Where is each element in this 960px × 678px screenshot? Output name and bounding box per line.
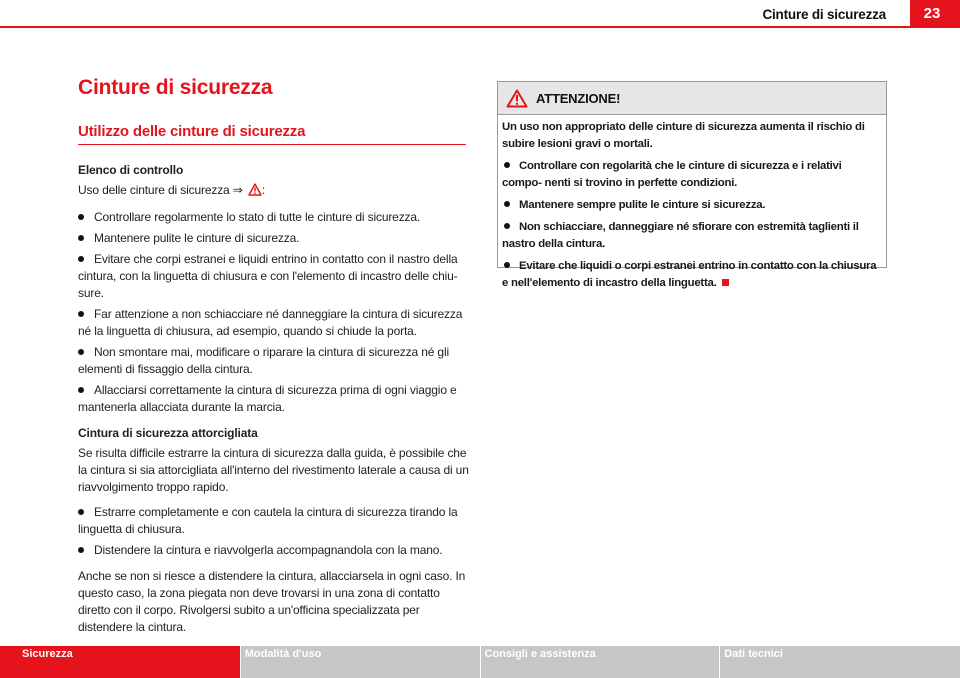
page-number: 23 <box>910 0 960 27</box>
footer-nav <box>0 646 960 678</box>
warning-triangle-icon[interactable] <box>248 183 262 196</box>
list-item: Allacciarsi correttamente la cintura di sicurezza prima di ogni viaggio e mantenerla allacciata durante la marcia. <box>78 383 457 414</box>
bullet-icon <box>78 509 84 515</box>
checklist-title: Elenco di controllo <box>78 163 184 177</box>
warning-triangle-icon <box>506 89 528 108</box>
bullet-icon <box>78 547 84 553</box>
list-item: Estrarre completamente e con cautela la cintura di sicurezza tirando la linguetta di chiusura. <box>78 505 458 536</box>
list-item: Mantenere sempre pulite le cinture si sicurezza. <box>502 197 878 214</box>
bullet-icon <box>78 256 84 262</box>
bullet-icon <box>78 214 84 220</box>
warning-intro: Un uso non appropriato delle cinture di sicurezza aumenta il rischio di subire lesioni gravi o mortali. <box>502 121 865 150</box>
body-text-column <box>78 158 470 642</box>
paragraph: Se risulta difficile estrarre la cintura di sicurezza dalla guida, è possibile che la cintura si sia attorcigliata all'interno del rivestimento laterale a causa di un riavvolgimento troppo rapido. <box>78 446 469 494</box>
list-item: Controllare con regolarità che le cinture di sicurezza e i relativi compo- nenti si trovino in perfette condizioni. <box>502 160 842 189</box>
warning-box <box>497 81 887 289</box>
list-item: Distendere la cintura e riavvolgerla accompagnandola con la mano. <box>78 542 470 559</box>
bullet-icon <box>504 262 510 268</box>
paragraph: Anche se non si riesce a distendere la cintura, allacciarsela in ogni caso. In questo caso, la zona piegata non deve trovarsi in una zona di contatto diretto con il corpo. Rivolgersi subito a un'officina specializzata per distendere la cintura. <box>78 569 466 634</box>
subsection-title: Cintura di sicurezza attorcigliata <box>78 426 258 440</box>
tab-dati-tecnici[interactable]: Dati tecnici <box>720 646 960 678</box>
bullet-icon <box>78 349 84 355</box>
warning-box-header <box>498 82 886 115</box>
bullet-icon <box>78 387 84 393</box>
list-item: Controllare regolarmente lo stato di tutte le cinture di sicurezza. <box>78 209 470 226</box>
bullet-icon <box>504 223 510 229</box>
end-of-section-icon <box>722 279 729 286</box>
tab-sicurezza[interactable]: Sicurezza <box>0 646 240 678</box>
list-item: Evitare che corpi estranei e liquidi entrino in contatto con il nastro della cintura, con la linguetta di chiusura e con l'elemento di incastro delle chiu- sure. <box>78 252 458 300</box>
section-heading: Utilizzo delle cinture di sicurezza <box>78 123 306 140</box>
warning-label: ATTENZIONE! <box>536 90 621 106</box>
list-item: Mantenere pulite le cinture di sicurezza. <box>78 230 470 247</box>
list-item: Non smontare mai, modificare o riparare la cintura di sicurezza né gli elementi di fissaggio della cintura. <box>78 345 449 376</box>
tab-modalita-duso[interactable]: Modalità d'uso <box>241 646 480 678</box>
bullet-icon <box>78 235 84 241</box>
checklist-intro-line <box>78 182 470 199</box>
checklist-colon: : <box>261 183 266 197</box>
section-rule <box>78 144 466 145</box>
chapter-heading: Cinture di sicurezza <box>78 76 273 99</box>
warning-box-body <box>498 115 886 292</box>
list-item: Far attenzione a non schiacciare né danneggiare la cintura di sicurezza né la linguetta di chiusura, ad esempio, quando si chiude la porta. <box>78 307 463 338</box>
cross-reference-arrow-icon: ⇒ <box>232 183 243 197</box>
list-item: Non schiacciare, danneggiare né sfiorare con estremità taglienti il nastro della cintura. <box>502 221 859 250</box>
bullet-icon <box>504 162 510 168</box>
checklist-intro: Uso delle cinture di sicurezza <box>78 183 230 197</box>
bullet-icon <box>78 311 84 317</box>
tab-consigli-assistenza[interactable]: Consigli e assistenza <box>481 646 720 678</box>
header-rule <box>0 26 960 28</box>
list-item: Evitare che liquidi o corpi estranei entrino in contatto con la chiusura e nell'elemento di incastro della linguetta. <box>502 260 877 289</box>
bullet-icon <box>504 201 510 207</box>
running-header-title: Cinture di sicurezza <box>762 7 886 22</box>
